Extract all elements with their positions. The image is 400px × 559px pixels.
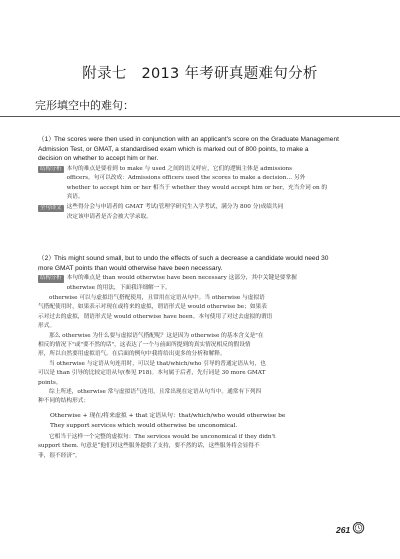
translation-line: 这些得分会与申请者的 GMAT 考试(管理学研究生入学考试，满分为 800 分)成绩共同 bbox=[66, 204, 284, 211]
closing-line: 菲，很不经济”。 bbox=[38, 452, 81, 459]
analysis-line: whether to accept him or her 相当于 whether they would accept him or her，充当介词 on 的 bbox=[66, 184, 328, 191]
paragraph-line: 综上所述，otherwise 常与虚拟语气连用，且常出现在定语从句当中。通常有下列四 bbox=[49, 389, 262, 396]
analysis-line: 本句的难点是 than would otherwise have been necessary 这部分，其中关键是要掌握 bbox=[66, 275, 297, 282]
translation-label: 全句译文 bbox=[40, 204, 62, 211]
paragraph-line: 那么 otherwise 为什么要与虚拟语气搭配呢？这是因为 otherwise 的基本含义是"在 bbox=[49, 332, 264, 339]
paragraph-line: points。 bbox=[38, 379, 62, 386]
clock-decoration-icon bbox=[352, 521, 365, 534]
paragraph-line: 形，所以自然要用虚拟语气。在后面的例句中我将给出更多的分析和解释。 bbox=[38, 351, 226, 358]
analysis-line: otherwise 的用法，下面我详细解一下。 bbox=[66, 284, 171, 291]
formula-line: Otherwise + 现在/将来虚拟 + that 定语从句：that/which/who would otherwise be bbox=[50, 412, 286, 419]
explanation-paragraph bbox=[38, 332, 378, 341]
explanation-paragraph bbox=[38, 388, 378, 397]
translation-text bbox=[67, 203, 284, 222]
paragraph-line: 当 otherwise 与定语从句连用时，可以是 that/which/who 引导的普通定语从句，也 bbox=[49, 360, 266, 367]
english-sentence bbox=[38, 135, 378, 164]
analysis-label: 结构分析 bbox=[40, 165, 62, 172]
page-title: 附录七 2013 年考研真题难句分析 bbox=[82, 66, 318, 82]
english-line: Admission Test, or GMAT, a standardised exam which is marked out of 800 points, to make a bbox=[38, 145, 309, 153]
paragraph-line: 可以是 than 引导的比较定语从句(参见 P18)。本句属于后者，先行词是 30 more GMAT bbox=[38, 370, 266, 377]
item-number: （2） bbox=[38, 255, 55, 262]
explanation-paragraph bbox=[38, 360, 378, 369]
analysis-label: 结构分析 bbox=[40, 275, 62, 282]
formula-block bbox=[38, 411, 378, 431]
english-sentence bbox=[38, 254, 378, 273]
english-line: more GMAT points than would otherwise have been necessary. bbox=[38, 264, 223, 272]
analysis-text bbox=[67, 274, 297, 293]
section-divider bbox=[0, 116, 400, 117]
paragraph-line: 示对过去的虚拟，谓语形式是 would otherwise have been。本句使用了对过去虚拟的谓语 bbox=[38, 313, 273, 320]
explanation-continued bbox=[38, 341, 378, 360]
explanation-continued bbox=[38, 397, 378, 406]
explanation-paragraph bbox=[38, 294, 378, 303]
formula-example: They support services which would otherwise be unconomical. bbox=[50, 422, 238, 429]
closing-line: support them. 句意是“他们对这些服务提供了支持，要不然的话，这些服务将会显得不 bbox=[38, 443, 260, 450]
sentence-item-2 bbox=[38, 254, 378, 461]
paragraph-line: 相反的情况下"或"要不然的话"，这表达了一个与前面所提到的真实情况相反的假设情 bbox=[38, 342, 251, 349]
explanation-continued bbox=[38, 303, 378, 331]
paragraph-line: otherwise 可以与虚拟语气搭配使用，且常用在定语从句中。当 otherwise 与虚拟语 bbox=[49, 295, 265, 301]
closing-paragraph bbox=[38, 433, 378, 442]
english-line: decision on whether to accept him or her. bbox=[38, 155, 159, 163]
translation-line: 决定该申请者是否会被大学录取。 bbox=[66, 213, 152, 220]
english-line: The scores were then used in conjunction with an applicant's score on the Graduate Management bbox=[54, 136, 339, 143]
paragraph-line: 形式。 bbox=[38, 323, 56, 330]
section-heading: 完形填空中的难句： bbox=[35, 99, 134, 112]
paragraph-line: 种不同的结构形式： bbox=[38, 398, 90, 405]
analysis-line: 本句的难点是要看到 to make 与 used 之间的语义呼应，它们的逻辑主体是 admissions bbox=[66, 165, 293, 172]
explanation-continued bbox=[38, 369, 378, 388]
page-number: 261 bbox=[336, 525, 351, 535]
sentence-item-1 bbox=[38, 135, 378, 222]
analysis-line: 宾语。 bbox=[66, 194, 84, 200]
item-number: （1） bbox=[38, 136, 55, 143]
paragraph-line: 气搭配使用时，如果表示对现在或将来的虚拟，谓语形式是 would otherwise be；如果表 bbox=[38, 304, 267, 311]
english-line: This might sound small, but to undo the effects of such a decrease a candidate would need 30 bbox=[54, 255, 329, 262]
closing-continued bbox=[38, 442, 378, 461]
analysis-line: officers。句可以改成：Admissions officers used the scores to make a decision… 另外 bbox=[66, 175, 306, 182]
analysis-text bbox=[67, 165, 328, 203]
closing-line: 它相当于这样一个完整的虚拟句：The services would be unconomical if they didn't bbox=[49, 433, 276, 440]
